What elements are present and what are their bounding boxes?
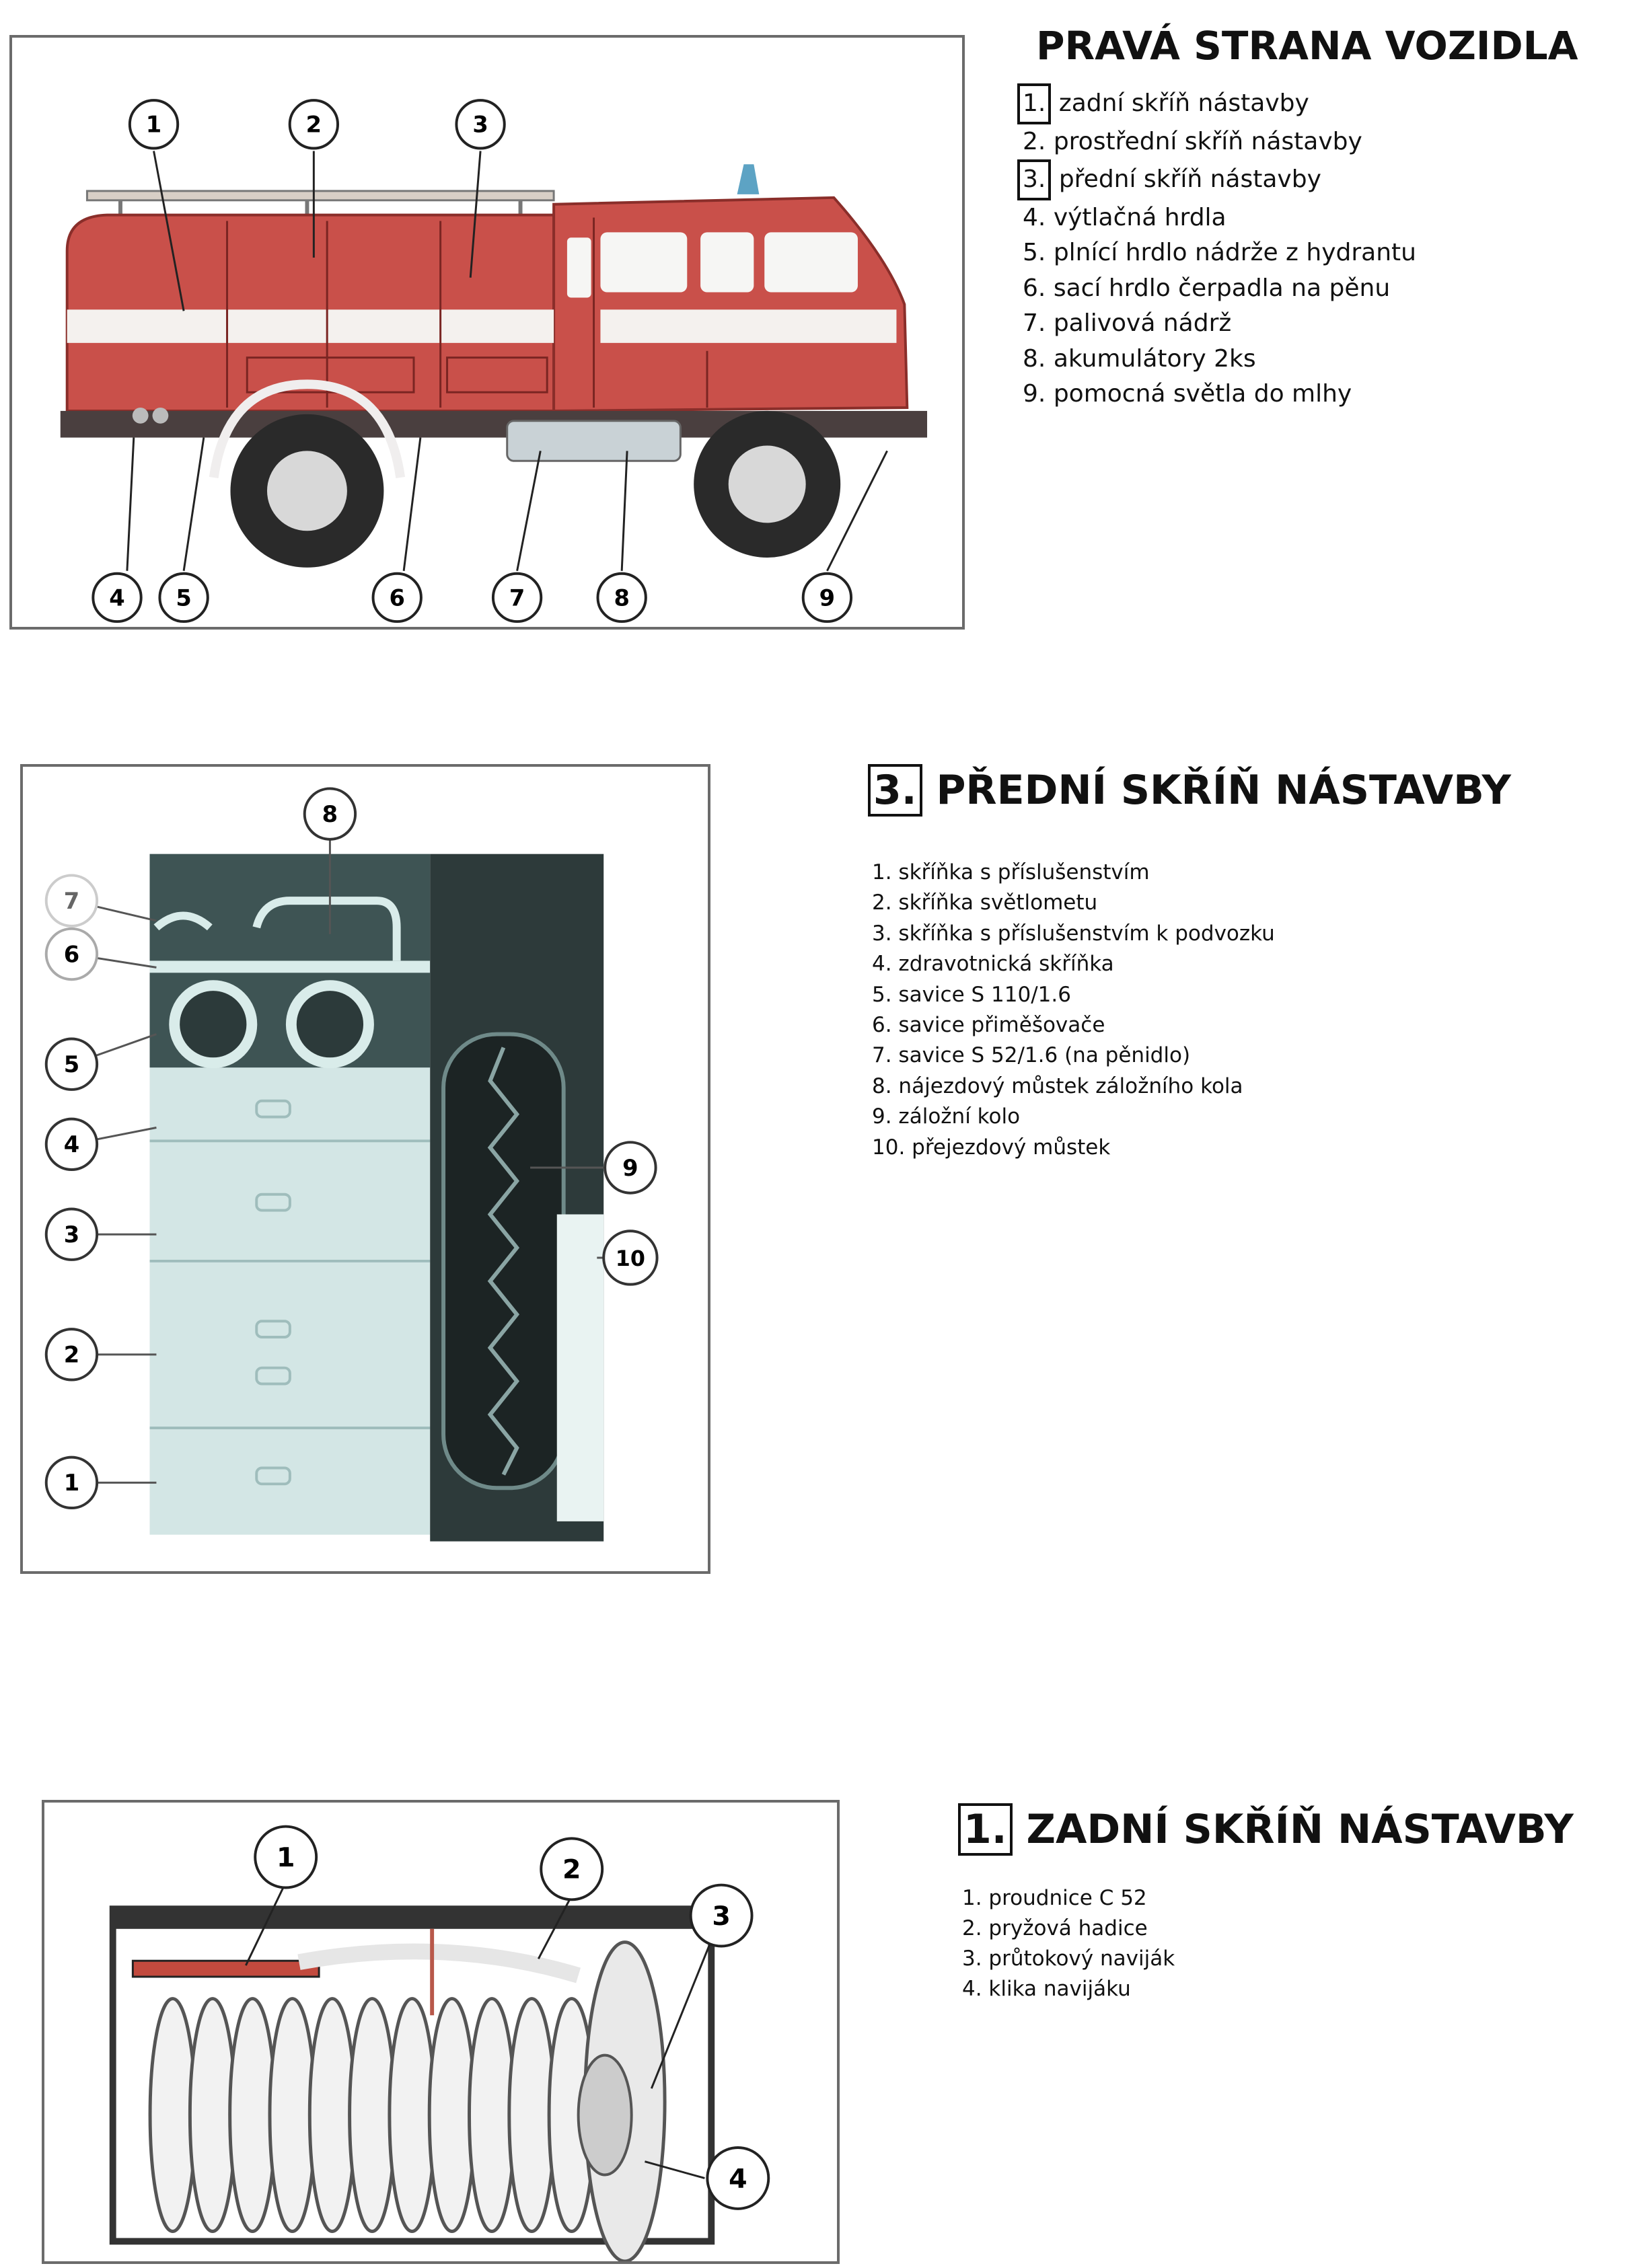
legend-item: 2. skříňka světlometu <box>872 891 1098 915</box>
legend-item: 5. savice S 110/1.6 <box>872 982 1071 1007</box>
legend-num: 1. <box>1017 83 1051 124</box>
truck-diagram-frame <box>9 35 965 630</box>
legend-item: 7. savice S 52/1.6 (na pěnidlo) <box>872 1043 1191 1068</box>
rear-callout-3: 3 <box>712 1900 731 1932</box>
legend-num: 7. <box>1023 309 1046 337</box>
legend-num: 2. <box>1023 127 1046 155</box>
legend-item <box>1023 83 1416 124</box>
front-cabinet-illustration <box>23 767 708 1571</box>
rear-cabinet-title-text: ZADNÍ SKŘÍŇ NÁSTAVBY <box>1026 1806 1574 1853</box>
rear-callout-2: 2 <box>562 1854 581 1885</box>
rear-cabinet-legend <box>962 1883 1175 2004</box>
front-cabinet-title <box>868 767 1511 814</box>
legend-text: akumulátory 2ks <box>1053 344 1256 373</box>
legend-item: 1. skříňka s příslušenstvím <box>872 860 1150 884</box>
truck-callout-1: 1 <box>145 111 162 138</box>
legend-item: 8. nájezdový můstek záložního kola <box>872 1073 1243 1098</box>
legend-num: 4. <box>1023 203 1046 231</box>
rear-cabinet-title-num: 1. <box>958 1803 1013 1856</box>
legend-item: 4. klika navijáku <box>962 1977 1131 2001</box>
legend-text: zadní skříň nástavby <box>1058 89 1309 117</box>
legend-item: 9. záložní kolo <box>872 1104 1021 1129</box>
legend-text: prostřední skříň nástavby <box>1053 127 1362 155</box>
legend-item <box>1023 124 1416 160</box>
rear-callout-1: 1 <box>276 1842 295 1873</box>
cabinet-callout-10: 10 <box>615 1246 645 1271</box>
legend-item <box>1023 342 1416 377</box>
front-cabinet-frame <box>20 764 710 1574</box>
legend-item <box>1023 271 1416 307</box>
legend-item <box>1023 306 1416 342</box>
cabinet-callout-1: 1 <box>63 1470 80 1497</box>
legend-item: 3. průtokový naviják <box>962 1946 1175 1971</box>
rear-callout-4: 4 <box>729 2163 747 2195</box>
rear-cabinet-title <box>958 1806 1574 1853</box>
vehicle-side-legend <box>1023 83 1416 412</box>
legend-num: 3. <box>1017 159 1051 200</box>
legend-item: 3. skříňka s příslušenstvím k podvozku <box>872 921 1275 946</box>
truck-callout-5: 5 <box>176 584 192 611</box>
legend-text: palivová nádrž <box>1053 309 1232 337</box>
truck-callout-6: 6 <box>389 584 405 611</box>
truck-callout-4: 4 <box>109 584 125 611</box>
cabinet-callout-6: 6 <box>63 941 80 968</box>
legend-num: 8. <box>1023 344 1046 373</box>
cabinet-callout-9: 9 <box>622 1154 638 1181</box>
legend-item: 10. přejezdový můstek <box>872 1135 1111 1160</box>
truck-callout-7: 7 <box>509 584 525 611</box>
legend-text: plnící hrdlo nádrže z hydrantu <box>1053 239 1416 266</box>
legend-text: výtlačná hrdla <box>1053 203 1227 231</box>
truck-side-illustration <box>12 38 962 627</box>
front-cabinet-title-num: 3. <box>868 764 922 817</box>
legend-text: pomocná světla do mlhy <box>1053 380 1352 408</box>
front-cabinet-legend <box>872 858 1275 1163</box>
rear-cabinet-frame <box>42 1800 840 2264</box>
legend-item: 1. proudnice C 52 <box>962 1886 1147 1910</box>
legend-item <box>1023 200 1416 236</box>
rear-cabinet-illustration <box>44 1803 837 2261</box>
cabinet-callout-3: 3 <box>63 1221 80 1248</box>
front-cabinet-title-text: PŘEDNÍ SKŘÍŇ NÁSTAVBY <box>936 767 1511 814</box>
cabinet-callout-2: 2 <box>63 1341 80 1368</box>
legend-item: 6. savice přiměšovače <box>872 1013 1105 1038</box>
legend-text: sací hrdlo čerpadla na pěnu <box>1053 274 1391 302</box>
legend-item: 2. pryžová hadice <box>962 1916 1148 1940</box>
truck-callout-8: 8 <box>614 584 630 611</box>
truck-callout-3: 3 <box>472 111 488 138</box>
legend-item <box>1023 235 1416 271</box>
legend-num: 9. <box>1023 380 1046 408</box>
legend-num: 5. <box>1023 239 1046 266</box>
legend-num: 6. <box>1023 274 1046 302</box>
cabinet-callout-8: 8 <box>322 801 338 828</box>
legend-item: 4. zdravotnická skříňka <box>872 952 1114 977</box>
legend-item <box>1023 377 1416 412</box>
truck-callout-2: 2 <box>305 111 322 138</box>
legend-text: přední skříň nástavby <box>1058 165 1321 193</box>
truck-callout-9: 9 <box>819 584 836 611</box>
legend-item <box>1023 159 1416 200</box>
vehicle-side-title: PRAVÁ STRANA VOZIDLA <box>1036 23 1578 69</box>
cabinet-callout-4: 4 <box>63 1131 80 1158</box>
cabinet-callout-5: 5 <box>63 1051 80 1078</box>
cabinet-callout-7: 7 <box>63 888 80 915</box>
